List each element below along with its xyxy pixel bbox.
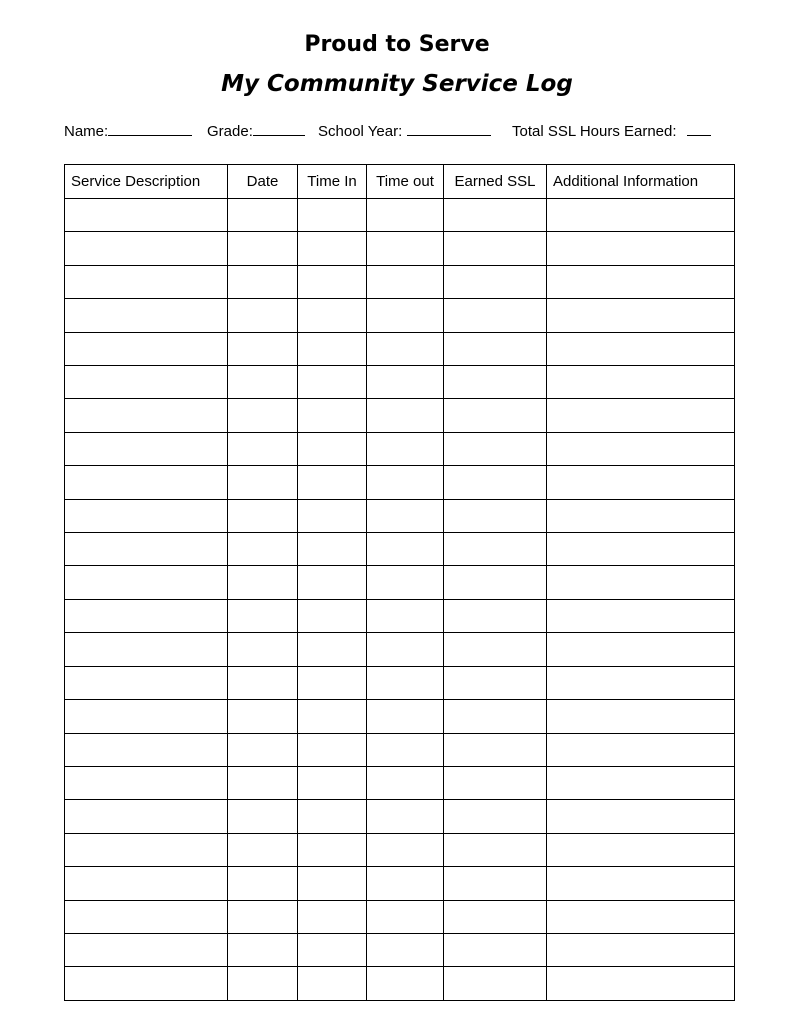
table-cell[interactable] — [367, 633, 444, 666]
table-cell[interactable] — [298, 232, 367, 265]
table-cell[interactable] — [228, 833, 298, 866]
school-year-blank-line[interactable] — [407, 122, 491, 136]
table-cell[interactable] — [298, 533, 367, 566]
table-cell[interactable] — [547, 466, 735, 499]
table-cell[interactable] — [444, 566, 547, 599]
table-cell[interactable] — [367, 432, 444, 465]
table-cell[interactable] — [298, 566, 367, 599]
grade-blank-line[interactable] — [253, 122, 305, 136]
table-cell[interactable] — [547, 199, 735, 232]
table-cell[interactable] — [444, 967, 547, 1001]
table-cell[interactable] — [65, 867, 228, 900]
table-cell[interactable] — [298, 700, 367, 733]
column-header-time-in: Time In — [298, 165, 367, 199]
table-cell[interactable] — [444, 867, 547, 900]
table-cell[interactable] — [444, 633, 547, 666]
table-cell[interactable] — [547, 700, 735, 733]
table-cell[interactable] — [65, 700, 228, 733]
total-hours-label: Total SSL Hours Earned: — [512, 123, 677, 140]
table-cell[interactable] — [65, 366, 228, 399]
table-cell[interactable] — [298, 466, 367, 499]
table-cell[interactable] — [65, 399, 228, 432]
table-cell[interactable] — [444, 933, 547, 966]
column-header-earned-ssl: Earned SSL — [444, 165, 547, 199]
table-cell[interactable] — [228, 199, 298, 232]
table-cell[interactable] — [444, 700, 547, 733]
table-cell[interactable] — [547, 833, 735, 866]
table-row — [65, 666, 735, 699]
table-cell[interactable] — [298, 399, 367, 432]
table-cell[interactable] — [298, 933, 367, 966]
table-cell[interactable] — [367, 265, 444, 298]
table-cell[interactable] — [65, 800, 228, 833]
table-cell[interactable] — [65, 766, 228, 799]
table-cell[interactable] — [367, 466, 444, 499]
table-cell[interactable] — [65, 466, 228, 499]
table-cell[interactable] — [547, 299, 735, 332]
table-cell[interactable] — [444, 766, 547, 799]
table-cell[interactable] — [298, 867, 367, 900]
table-cell[interactable] — [65, 533, 228, 566]
table-cell[interactable] — [228, 967, 298, 1001]
table-cell[interactable] — [367, 566, 444, 599]
table-cell[interactable] — [65, 499, 228, 532]
table-cell[interactable] — [298, 332, 367, 365]
column-header-additional-information: Additional Information — [547, 165, 735, 199]
table-cell[interactable] — [65, 666, 228, 699]
table-cell[interactable] — [65, 933, 228, 966]
table-cell[interactable] — [298, 766, 367, 799]
table-cell[interactable] — [298, 499, 367, 532]
table-cell[interactable] — [65, 199, 228, 232]
table-cell[interactable] — [228, 766, 298, 799]
table-cell[interactable] — [228, 867, 298, 900]
table-cell[interactable] — [298, 666, 367, 699]
table-cell[interactable] — [65, 900, 228, 933]
table-cell[interactable] — [228, 700, 298, 733]
table-cell[interactable] — [298, 599, 367, 632]
table-cell[interactable] — [65, 332, 228, 365]
table-cell[interactable] — [547, 366, 735, 399]
table-cell[interactable] — [298, 265, 367, 298]
table-row — [65, 633, 735, 666]
table-cell[interactable] — [228, 399, 298, 432]
table-cell[interactable] — [444, 265, 547, 298]
table-cell[interactable] — [298, 633, 367, 666]
table-cell[interactable] — [444, 199, 547, 232]
table-row — [65, 533, 735, 566]
table-row — [65, 700, 735, 733]
table-row — [65, 833, 735, 866]
total-hours-blank-line[interactable] — [687, 122, 711, 136]
table-header-row — [65, 165, 735, 199]
table-cell[interactable] — [228, 499, 298, 532]
table-cell[interactable] — [547, 900, 735, 933]
table-cell[interactable] — [65, 967, 228, 1001]
table-cell[interactable] — [298, 733, 367, 766]
table-cell[interactable] — [298, 900, 367, 933]
table-cell[interactable] — [367, 499, 444, 532]
column-header-service-description: Service Description — [65, 165, 228, 199]
page-title: Proud to Serve — [304, 32, 490, 57]
table-cell[interactable] — [547, 633, 735, 666]
table-cell[interactable] — [298, 800, 367, 833]
table-row — [65, 299, 735, 332]
table-cell[interactable] — [228, 332, 298, 365]
table-cell[interactable] — [547, 599, 735, 632]
table-cell[interactable] — [444, 432, 547, 465]
table-row — [65, 867, 735, 900]
table-cell[interactable] — [65, 232, 228, 265]
table-cell[interactable] — [228, 900, 298, 933]
table-cell[interactable] — [547, 332, 735, 365]
grade-field[interactable] — [207, 122, 305, 142]
table-cell[interactable] — [65, 566, 228, 599]
table-cell[interactable] — [367, 232, 444, 265]
table-cell[interactable] — [367, 967, 444, 1001]
table-cell[interactable] — [367, 766, 444, 799]
table-row — [65, 399, 735, 432]
table-row — [65, 265, 735, 298]
table-cell[interactable] — [367, 733, 444, 766]
table-row — [65, 466, 735, 499]
table-cell[interactable] — [228, 232, 298, 265]
name-label: Name: — [64, 123, 109, 140]
table-cell[interactable] — [444, 900, 547, 933]
table-row — [65, 733, 735, 766]
table-cell[interactable] — [65, 733, 228, 766]
table-cell[interactable] — [547, 566, 735, 599]
table-cell[interactable] — [444, 232, 547, 265]
table-cell[interactable] — [547, 800, 735, 833]
table-cell[interactable] — [228, 533, 298, 566]
table-cell[interactable] — [547, 232, 735, 265]
page-subtitle: My Community Service Log — [221, 71, 573, 97]
table-cell[interactable] — [65, 299, 228, 332]
table-cell[interactable] — [367, 800, 444, 833]
table-cell[interactable] — [444, 733, 547, 766]
table-cell[interactable] — [444, 666, 547, 699]
table-cell[interactable] — [298, 967, 367, 1001]
table-cell[interactable] — [547, 399, 735, 432]
table-cell[interactable] — [547, 432, 735, 465]
table-cell[interactable] — [367, 933, 444, 966]
table-cell[interactable] — [228, 366, 298, 399]
table-cell[interactable] — [444, 366, 547, 399]
table-cell[interactable] — [228, 265, 298, 298]
table-row — [65, 967, 735, 1001]
table-cell[interactable] — [547, 533, 735, 566]
table-cell[interactable] — [65, 432, 228, 465]
table-cell[interactable] — [444, 466, 547, 499]
table-body — [65, 199, 735, 1001]
table-cell[interactable] — [444, 399, 547, 432]
column-header-date: Date — [228, 165, 298, 199]
table-cell[interactable] — [367, 900, 444, 933]
table-cell[interactable] — [547, 499, 735, 532]
table-cell[interactable] — [547, 933, 735, 966]
service-log-table — [64, 164, 735, 1001]
table-cell[interactable] — [367, 666, 444, 699]
table-cell[interactable] — [298, 366, 367, 399]
table-row — [65, 332, 735, 365]
table-cell[interactable] — [367, 700, 444, 733]
table-cell[interactable] — [367, 366, 444, 399]
table-row — [65, 800, 735, 833]
table-cell[interactable] — [228, 933, 298, 966]
table-cell[interactable] — [228, 800, 298, 833]
table-cell[interactable] — [547, 666, 735, 699]
table-cell[interactable] — [367, 867, 444, 900]
table-cell[interactable] — [444, 533, 547, 566]
table-cell[interactable] — [65, 833, 228, 866]
table-cell[interactable] — [367, 833, 444, 866]
table-cell[interactable] — [65, 265, 228, 298]
table-cell[interactable] — [547, 733, 735, 766]
table-row — [65, 232, 735, 265]
table-row — [65, 766, 735, 799]
table-cell[interactable] — [444, 599, 547, 632]
table-cell[interactable] — [444, 332, 547, 365]
table-cell[interactable] — [298, 299, 367, 332]
table-cell[interactable] — [228, 432, 298, 465]
table-cell[interactable] — [228, 733, 298, 766]
table-row — [65, 499, 735, 532]
table-cell[interactable] — [298, 833, 367, 866]
name-field[interactable] — [64, 122, 192, 142]
grade-label: Grade: — [207, 123, 253, 140]
table-cell[interactable] — [547, 867, 735, 900]
table-row — [65, 366, 735, 399]
table-cell[interactable] — [547, 766, 735, 799]
table-cell[interactable] — [444, 499, 547, 532]
table-cell[interactable] — [547, 265, 735, 298]
table-cell[interactable] — [367, 299, 444, 332]
table-row — [65, 199, 735, 232]
table-cell[interactable] — [298, 199, 367, 232]
table-cell[interactable] — [547, 967, 735, 1001]
table-row — [65, 599, 735, 632]
table-cell[interactable] — [444, 833, 547, 866]
table-row — [65, 900, 735, 933]
table-cell[interactable] — [65, 599, 228, 632]
table-row — [65, 566, 735, 599]
total-hours-field[interactable] — [512, 122, 711, 142]
school-year-field[interactable] — [318, 122, 491, 142]
table-cell[interactable] — [228, 566, 298, 599]
table-cell[interactable] — [367, 599, 444, 632]
table-cell[interactable] — [367, 199, 444, 232]
table-cell[interactable] — [444, 800, 547, 833]
table-cell[interactable] — [367, 533, 444, 566]
table-cell[interactable] — [367, 332, 444, 365]
table-cell[interactable] — [228, 466, 298, 499]
name-blank-line[interactable] — [108, 122, 192, 136]
table-cell[interactable] — [228, 599, 298, 632]
table-cell[interactable] — [228, 299, 298, 332]
table-cell[interactable] — [65, 633, 228, 666]
school-year-label: School Year: — [318, 123, 403, 140]
table-cell[interactable] — [298, 432, 367, 465]
table-cell[interactable] — [228, 666, 298, 699]
table-cell[interactable] — [367, 399, 444, 432]
column-header-time-out: Time out — [367, 165, 444, 199]
table-row — [65, 432, 735, 465]
table-row — [65, 933, 735, 966]
table-cell[interactable] — [228, 633, 298, 666]
table-cell[interactable] — [444, 299, 547, 332]
